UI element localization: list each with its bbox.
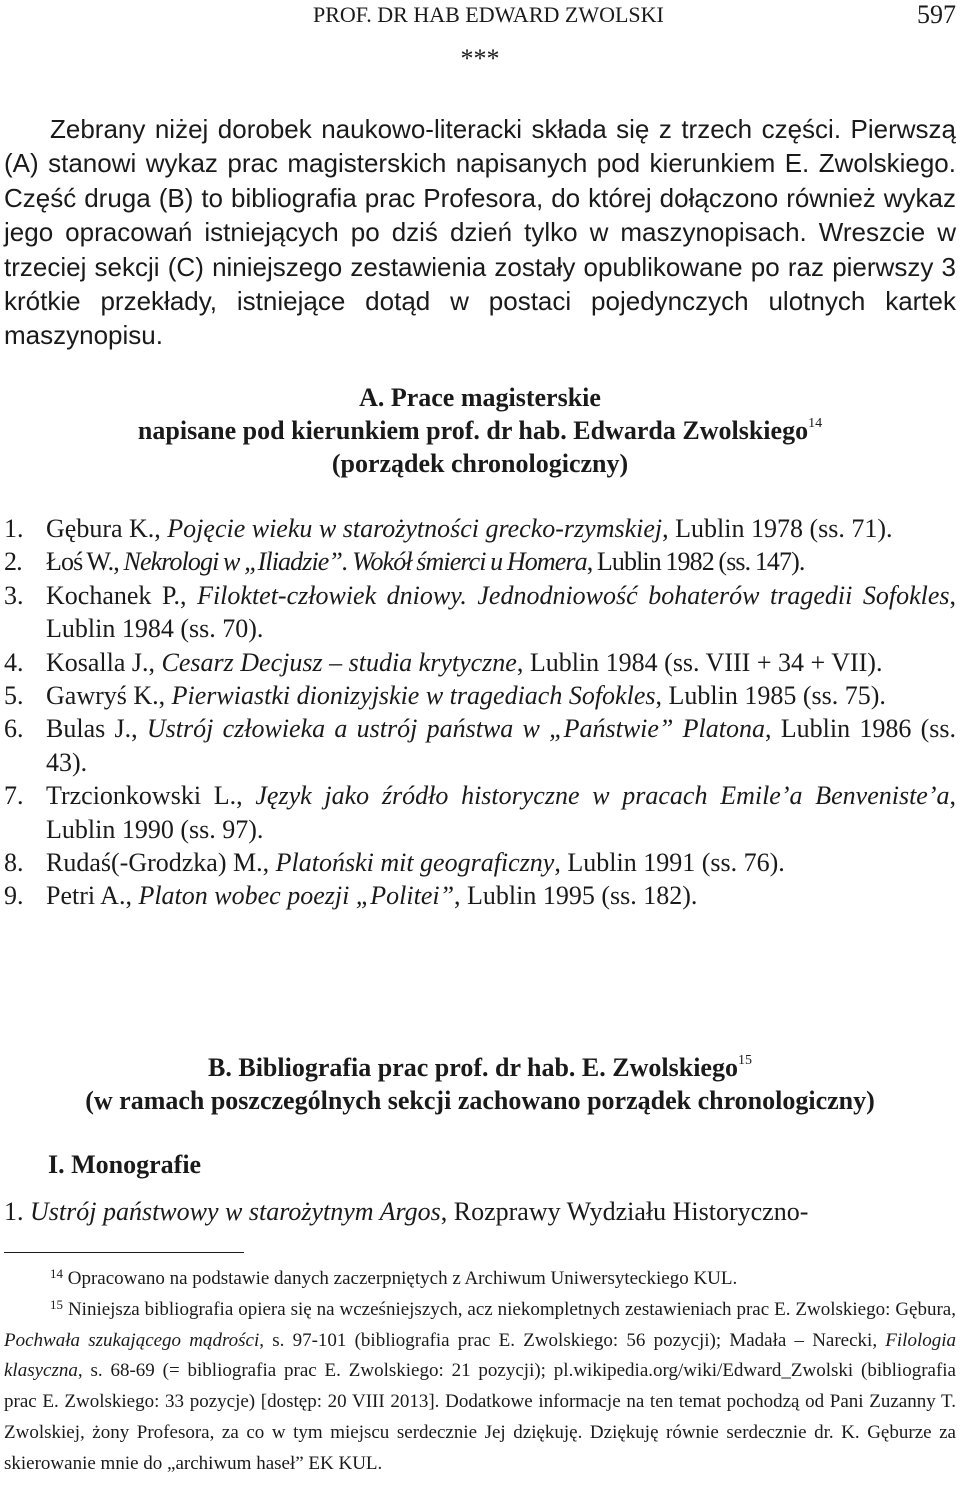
footnote-text: , s. 97-101 (bibliografia prac E. Zwolskiego: 56 pozycji); Madała – Narecki,: [259, 1329, 886, 1351]
thesis-item: [4, 879, 956, 912]
page-number: 597: [917, 0, 956, 29]
item-number: 6.: [4, 714, 24, 744]
section-a-subtitle: [0, 414, 960, 447]
item-author: Rudaś(-Grodzka) M.: [46, 848, 263, 878]
item-details: , Lublin 1995 (ss. 182).: [454, 881, 698, 911]
section-a-heading: [0, 381, 960, 480]
item-sep: ,: [113, 547, 124, 577]
item-number: 1.: [4, 1197, 30, 1226]
item-number: 3.: [4, 580, 24, 610]
item-sep: ,: [148, 647, 162, 677]
item-author: Kosalla J.: [46, 647, 149, 677]
item-title: Platoński mit geograficzny: [275, 848, 555, 878]
item-details: , Lublin 1984 (ss. VIII + 34 + VII).: [516, 647, 883, 677]
item-number: 5.: [4, 681, 24, 711]
item-details: , Lublin 1978 (ss. 71).: [662, 514, 893, 543]
intro-paragraph: Zebrany niżej dorobek naukowo-literacki składa się z trzech części. Pierwszą (A) stanowi wykaz prac magisterskich napisanych pod kierunkiem E. Zwolskiego. Część druga (B) to bibliografia prac Profesora, do której dołączono również wykaz jego opracowań istniejących po dziś dzień tylko w maszynopisach. Wreszcie w trzeciej sekcji (C) niniejszego zestawienia zostały opublikowane po raz pierwszy 3 krótkie przekłady, istniejące dotąd w postaci pojedynczych ulotnych kartek maszynopisu.: [4, 114, 956, 351]
item-author: Gawryś K.: [46, 681, 159, 711]
item-number: 4.: [4, 647, 24, 677]
thesis-item: [4, 646, 956, 679]
running-header: [0, 0, 960, 30]
section-a-subtitle-text: napisane pod kierunkiem prof. dr hab. Edwarda Zwolskiego: [137, 416, 809, 445]
footnote-divider: [4, 1252, 244, 1253]
item-title: Pierwiastki dionizyjskie w tragediach Sofokles: [171, 681, 656, 711]
footnote-text: Niniejsza bibliografia opiera się na wcześniejszych, acz niekompletnych zestawieniach prac E. Zwolskiego: Gębura,: [63, 1298, 956, 1320]
item-author: Bulas J.: [46, 714, 132, 744]
item-details: , Lublin 1982 (ss. 147).: [586, 547, 805, 577]
item-title: Ustrój państwowy w starożytnym Argos: [30, 1197, 441, 1226]
footnote-ref-15[interactable]: 15: [737, 1053, 752, 1068]
item-author: Gębura K.: [46, 514, 155, 543]
thesis-item: [4, 846, 956, 879]
item-details: , Lublin 1991 (ss. 76).: [554, 848, 785, 878]
item-author: Trzcionkowski L.: [46, 781, 237, 811]
item-number: 2.: [4, 547, 22, 577]
item-number: 8.: [4, 848, 24, 878]
thesis-item: [4, 779, 956, 846]
footnotes: [4, 1264, 956, 1480]
thesis-item: [4, 712, 956, 779]
footnote-15: [4, 1295, 956, 1480]
item-sep: ,: [158, 681, 172, 711]
item-sep: ,: [131, 714, 147, 744]
thesis-item: [4, 579, 956, 646]
monograph-item: [4, 1197, 956, 1227]
item-details: , Rozprawy Wydziału Historyczno-: [440, 1197, 809, 1226]
section-b-title: [0, 1051, 960, 1084]
section-b-title-text: B. Bibliografia prac prof. dr hab. E. Zwolskiego: [208, 1053, 738, 1082]
item-details: , Lublin 1984 (ss. 70).: [46, 580, 957, 644]
thesis-list: [4, 512, 956, 913]
item-details: , Lublin 1986 (ss. 43).: [46, 714, 956, 777]
footnote-ref-14[interactable]: 14: [808, 416, 823, 431]
item-sep: ,: [236, 781, 256, 811]
item-title: Pojęcie wieku w starożytności grecko-rzymskiej: [167, 514, 663, 543]
item-title: Filoktet-człowiek dniowy. Jednodniowość bohaterów tragedii Sofokles: [197, 580, 950, 610]
item-title: Platon wobec poezji „Politei”: [138, 881, 455, 911]
section-b-note: (w ramach poszczególnych sekcji zachowano porządek chronologiczny): [85, 1086, 875, 1115]
thesis-item: [4, 545, 956, 578]
item-details: , Lublin 1990 (ss. 97).: [46, 781, 956, 844]
item-title: Język jako źródło historyczne w pracach Emile’a Benveniste’a: [255, 781, 950, 811]
footnote-number: 14: [50, 1266, 63, 1281]
item-number: 7.: [4, 781, 24, 811]
thesis-item: [4, 679, 956, 712]
item-title: Cesarz Decjusz – studia krytyczne: [161, 647, 517, 677]
item-sep: ,: [154, 514, 168, 543]
section-a-title: A. Prace magisterskie: [359, 383, 601, 412]
item-title: Nekrologi w „Iliadzie”. Wokół śmierci u Homera: [123, 547, 587, 577]
section-a-note: (porządek chronologiczny): [331, 449, 629, 478]
footnote-title: Pochwała szukającego mądrości: [4, 1329, 260, 1351]
monographs-heading: I. Monografie: [48, 1150, 202, 1179]
item-sep: ,: [262, 848, 276, 878]
footnote-number: 15: [50, 1296, 63, 1312]
thesis-item: [4, 512, 956, 545]
item-author: Kochanek P.: [46, 580, 181, 610]
footnote-title: Filologia klasyczna: [4, 1329, 957, 1382]
item-author: Łoś W.: [46, 547, 114, 577]
footnote-14: [4, 1264, 956, 1295]
item-number: 9.: [4, 881, 24, 911]
section-b-heading: [0, 1051, 960, 1117]
item-number: 1.: [4, 514, 24, 543]
item-title: Ustrój człowieka a ustrój państwa w „Państwie” Platona: [146, 714, 765, 744]
item-details: , Lublin 1985 (ss. 75).: [655, 681, 886, 711]
footnote-text: Opracowano na podstawie danych zaczerpniętych z Archiwum Uniwersyteckiego KUL.: [63, 1268, 738, 1289]
item-sep: ,: [125, 881, 139, 911]
running-head-title: PROF. DR HAB EDWARD ZWOLSKI: [313, 2, 664, 27]
item-sep: ,: [180, 580, 198, 610]
section-separator: ***: [460, 44, 500, 73]
footnote-text: , s. 68-69 (= bibliografia prac E. Zwolskiego: 21 pozycji); pl.wikipedia.org/wiki/Edward_Zwolski (bibliografia prac E. Zwolskiego: 33 pozycje) [dostęp: 20 VIII 2013]. Dodatkowe informacje na ten temat pochodzą od Pani Zuzanny T. Zwolskiej, żony Profesora, za co w tym miejscu serdecznie Jej dziękuję. Dziękuję równie serdecznie dr. K. Gęburze za skierowanie mnie do „archiwum haseł” EK KUL.: [4, 1360, 956, 1474]
item-author: Petri A.: [46, 881, 126, 911]
